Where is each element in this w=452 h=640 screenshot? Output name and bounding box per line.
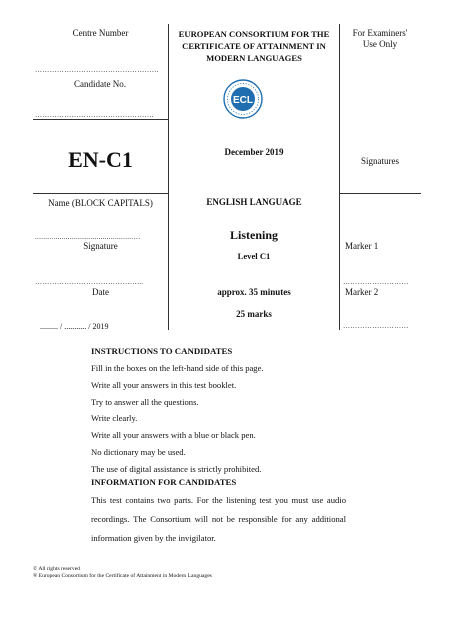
- date-label: Date: [92, 287, 109, 297]
- instruction-item: Write clearly.: [91, 413, 138, 424]
- instruction-item: The use of digital assistance is strictly prohibited.: [91, 463, 262, 474]
- footer-copyright: © All rights reserved: [33, 566, 80, 572]
- signature-label: Signature: [83, 241, 118, 251]
- divider-code: [33, 193, 168, 194]
- marker-1-label: Marker 1: [345, 241, 379, 251]
- examiners-label: [340, 28, 420, 50]
- signature-dots: ……………………………………...: [35, 278, 144, 286]
- exam-code: EN-C1: [68, 147, 133, 172]
- candidate-no-dots: ………………………………………….: [35, 111, 154, 119]
- footer: [33, 566, 212, 580]
- examiners-line-2: Use Only: [362, 39, 398, 49]
- marker-2-label: Marker 2: [345, 287, 379, 297]
- logo-text: ECL: [233, 95, 253, 106]
- instructions-heading: INSTRUCTIONS TO CANDIDATES: [91, 346, 233, 356]
- title-line-3: MODERN LANGUAGES: [206, 53, 302, 63]
- divider-signatures: [339, 193, 421, 194]
- title-line-1: EUROPEAN CONSORTIUM FOR THE: [178, 29, 330, 39]
- marks: 25 marks: [236, 309, 272, 319]
- marker-1-dots: ………………………: [343, 278, 409, 286]
- level: Level C1: [237, 251, 271, 261]
- centre-number-label: Centre Number: [72, 28, 129, 38]
- instruction-item: Write all your answers with a blue or black pen.: [91, 430, 256, 441]
- consortium-title: [170, 28, 338, 64]
- paper-name: Listening: [229, 228, 278, 242]
- column-divider-right: [339, 24, 340, 330]
- examiners-line-1: For Examiners': [352, 28, 408, 38]
- signatures-label: Signatures: [361, 156, 399, 166]
- duration: approx. 35 minutes: [217, 287, 291, 297]
- instruction-item: Try to answer all the questions.: [91, 396, 199, 407]
- centre-number-dots: ……………………………………………: [35, 66, 160, 74]
- instruction-item: No dictionary may be used.: [91, 446, 186, 457]
- information-text-block: [91, 491, 346, 547]
- information-text: This test contains two parts. For the listening test you must use audio recordings. The Consortium will not be responsible for any additional information given by the invigilator.: [91, 495, 346, 543]
- name-label: Name (BLOCK CAPITALS): [48, 198, 153, 208]
- divider-candidate: [33, 119, 168, 120]
- date-value: ......... / ........... / 2019: [40, 322, 109, 331]
- title-line-2: CERTIFICATE OF ATTAINMENT IN: [182, 41, 326, 51]
- instruction-item: Fill in the boxes on the left-hand side of this page.: [91, 363, 264, 373]
- information-heading: INFORMATION FOR CANDIDATES: [91, 477, 237, 487]
- language: ENGLISH LANGUAGE: [206, 197, 302, 207]
- candidate-no-label: Candidate No.: [74, 79, 126, 89]
- name-dots: ................................................…: [35, 233, 141, 241]
- session: December 2019: [224, 147, 284, 157]
- instructions-list: [91, 360, 391, 478]
- ecl-logo-icon: [223, 79, 263, 119]
- footer-trademark: ® European Consortium for the Certificate of Attainment in Modern Languages: [33, 573, 212, 579]
- instruction-item: Write all your answers in this test booklet.: [91, 379, 237, 390]
- column-divider-left: [168, 24, 169, 330]
- marker-2-dots: ………………………: [343, 322, 409, 330]
